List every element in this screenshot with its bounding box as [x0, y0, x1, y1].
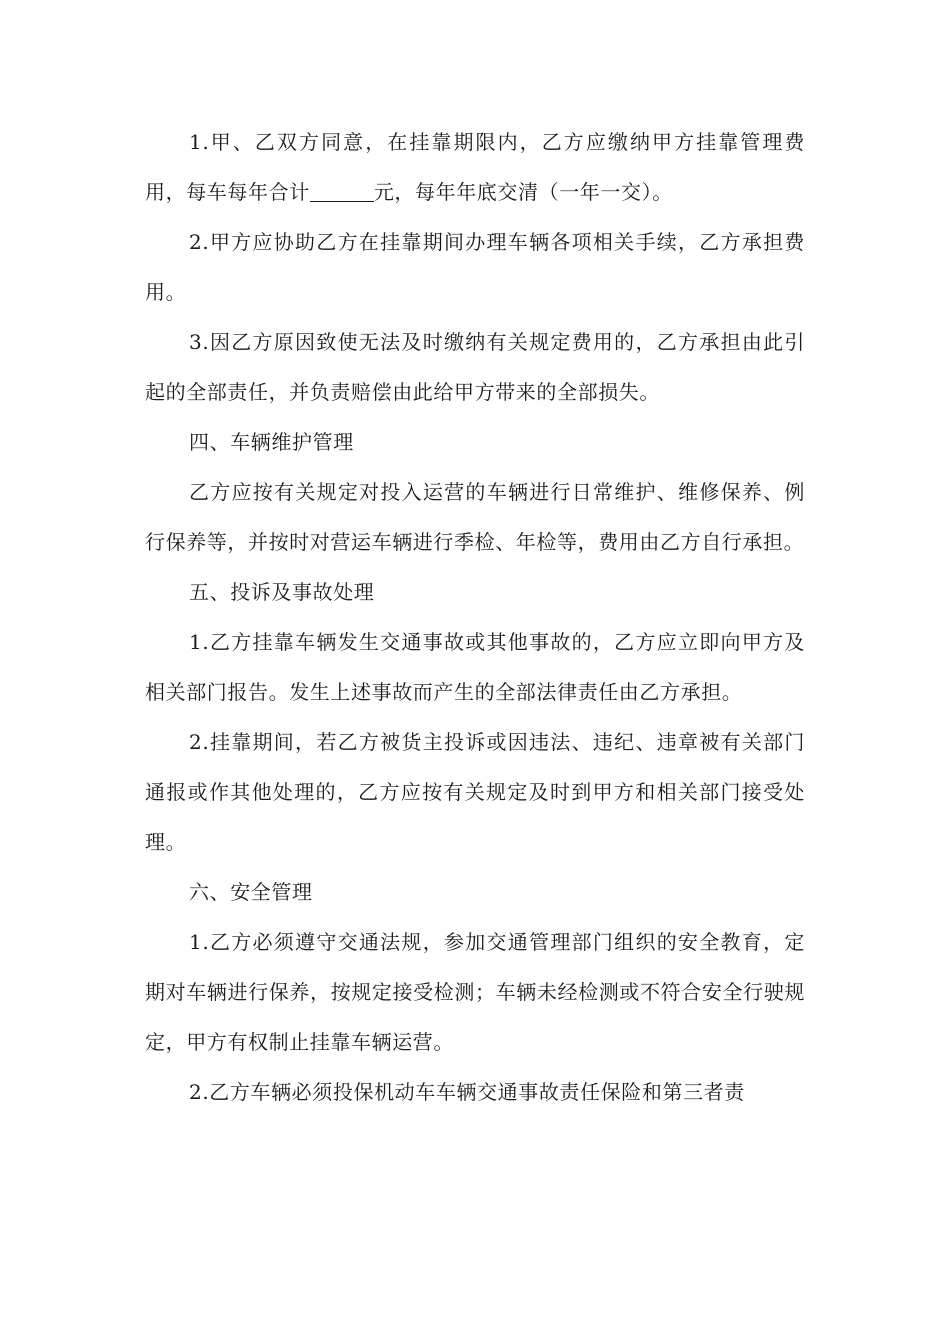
fees-item-1-text: 1.甲、乙双方同意，在挂靠期限内，乙方应缴纳甲方挂靠管理费用，每车每年合计 — [145, 130, 805, 204]
safety-item-1: 1.乙方必须遵守交通法规，参加交通管理部门组织的安全教育，定期对车辆进行保养，按规定接受检测；车辆未经检测或不符合安全行驶规定，甲方有权制止挂靠车辆运营。 — [145, 930, 805, 1054]
document-page — [145, 117, 805, 1117]
maintenance-heading: 四、车辆维护管理 — [189, 430, 354, 454]
fees-item-1-tail: 元，每年年底交清（一年一交）。 — [373, 180, 673, 204]
fees-item-1 — [145, 117, 805, 217]
fees-item-3: 3.因乙方原因致使无法及时缴纳有关规定费用的，乙方承担由此引起的全部责任，并负责赔偿由此给甲方带来的全部损失。 — [145, 330, 805, 404]
fees-item-2: 2.甲方应协助乙方在挂靠期间办理车辆各项相关手续，乙方承担费用。 — [145, 230, 805, 304]
safety-heading: 六、安全管理 — [189, 880, 313, 904]
fee-amount-blank — [310, 181, 374, 202]
complaints-heading: 五、投诉及事故处理 — [189, 580, 375, 604]
maintenance-body: 乙方应按有关规定对投入运营的车辆进行日常维护、维修保养、例行保养等，并按时对营运车辆进行季检、年检等，费用由乙方自行承担。 — [145, 480, 805, 554]
safety-item-2: 2.乙方车辆必须投保机动车车辆交通事故责任保险和第三者责 — [189, 1080, 745, 1104]
complaints-item-1: 1.乙方挂靠车辆发生交通事故或其他事故的，乙方应立即向甲方及相关部门报告。发生上述事故而产生的全部法律责任由乙方承担。 — [145, 630, 805, 704]
complaints-item-2: 2.挂靠期间，若乙方被货主投诉或因违法、违纪、违章被有关部门通报或作其他处理的，乙方应按有关规定及时到甲方和相关部门接受处理。 — [145, 730, 805, 854]
